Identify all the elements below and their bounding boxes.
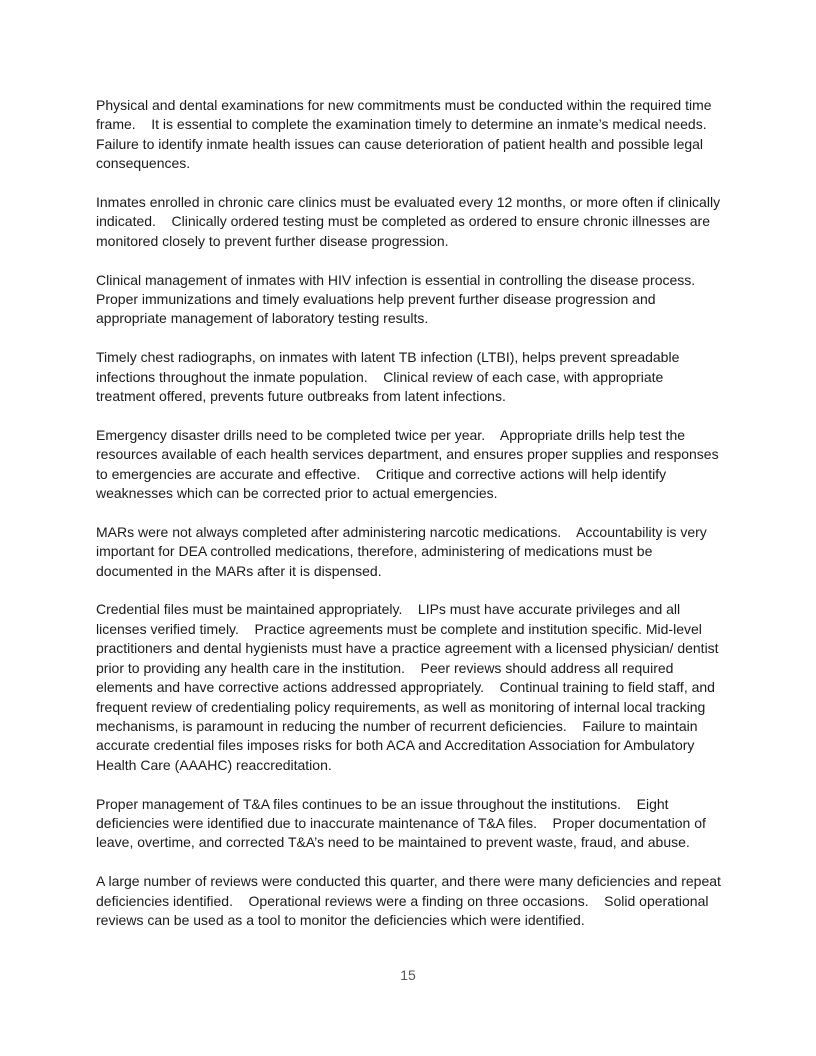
- paragraph: A large number of reviews were conducted this quarter, and there were many deficiencies and repeat deficiencies identified. Operational reviews were a finding on three occasions. Solid operational reviews can be used as a tool to monitor the deficiencies which were identified.: [96, 873, 725, 928]
- paragraph: Clinical management of inmates with HIV infection is essential in controlling the disease process. Proper immunizations and timely evaluations help prevent further disease progression and appropriate management of laboratory testing results.: [96, 271, 711, 327]
- paragraph: Timely chest radiographs, on inmates with latent TB infection (LTBI), helps prevent spreadable infections throughout the inmate population. Clinical review of each case, with appropriate treatment offered, prevents future outbreaks from latent infections.: [96, 349, 684, 405]
- paragraph: Credential files must be maintained appropriately. LIPs must have accurate privileges and all licenses verified timely. Practice agreements must be complete and institution specific. Mid-level practitioners and dental hygienists must have a practice agreement with a licensed physician/ dentist prior to providing any health care in the institution. Peer reviews should address all required elements and have corrective actions addressed appropriately. Continual training to field staff, and frequent review of credentialing policy requirements, as well as monitoring of internal local tracking mechanisms, is paramount in reducing the number of recurrent deficiencies. Failure to maintain accurate credential files imposes risks for both ACA and Accreditation Association for Ambulatory Health Care (AAAHC) reaccreditation.: [96, 601, 723, 773]
- page-body-text: [96, 96, 725, 950]
- paragraph: Physical and dental examinations for new commitments must be conducted within the required time frame. It is essential to complete the examination timely to determine an inmate’s medical needs. Failure to identify inmate health issues can cause deterioration of patient health and possible legal consequences.: [96, 97, 723, 172]
- paragraph: MARs were not always completed after administering narcotic medications. Accountability is very important for DEA controlled medications, therefore, administering of medications must be documented in the MARs after it is dispensed.: [96, 523, 711, 579]
- paragraph: Emergency disaster drills need to be completed twice per year. Appropriate drills help test the resources available of each health services department, and ensures proper supplies and responses to emergencies are accurate and effective. Critique and corrective actions will help identify weaknesses which can be corrected prior to actual emergencies.: [96, 426, 723, 502]
- paragraph: Inmates enrolled in chronic care clinics must be evaluated every 12 months, or more often if clinically indicated. Clinically ordered testing must be completed as ordered to ensure chronic illnesses are monitored closely to prevent further disease progression.: [96, 194, 724, 249]
- page-number: 15: [400, 967, 416, 983]
- paragraph: Proper management of T&A files continues to be an issue throughout the institutions. Eight deficiencies were identified due to inaccurate maintenance of T&A files. Proper documentation of leave, overtime, and corrected T&A’s need to be maintained to prevent waste, fraud, and abuse.: [96, 795, 710, 851]
- page-footer: [0, 966, 816, 985]
